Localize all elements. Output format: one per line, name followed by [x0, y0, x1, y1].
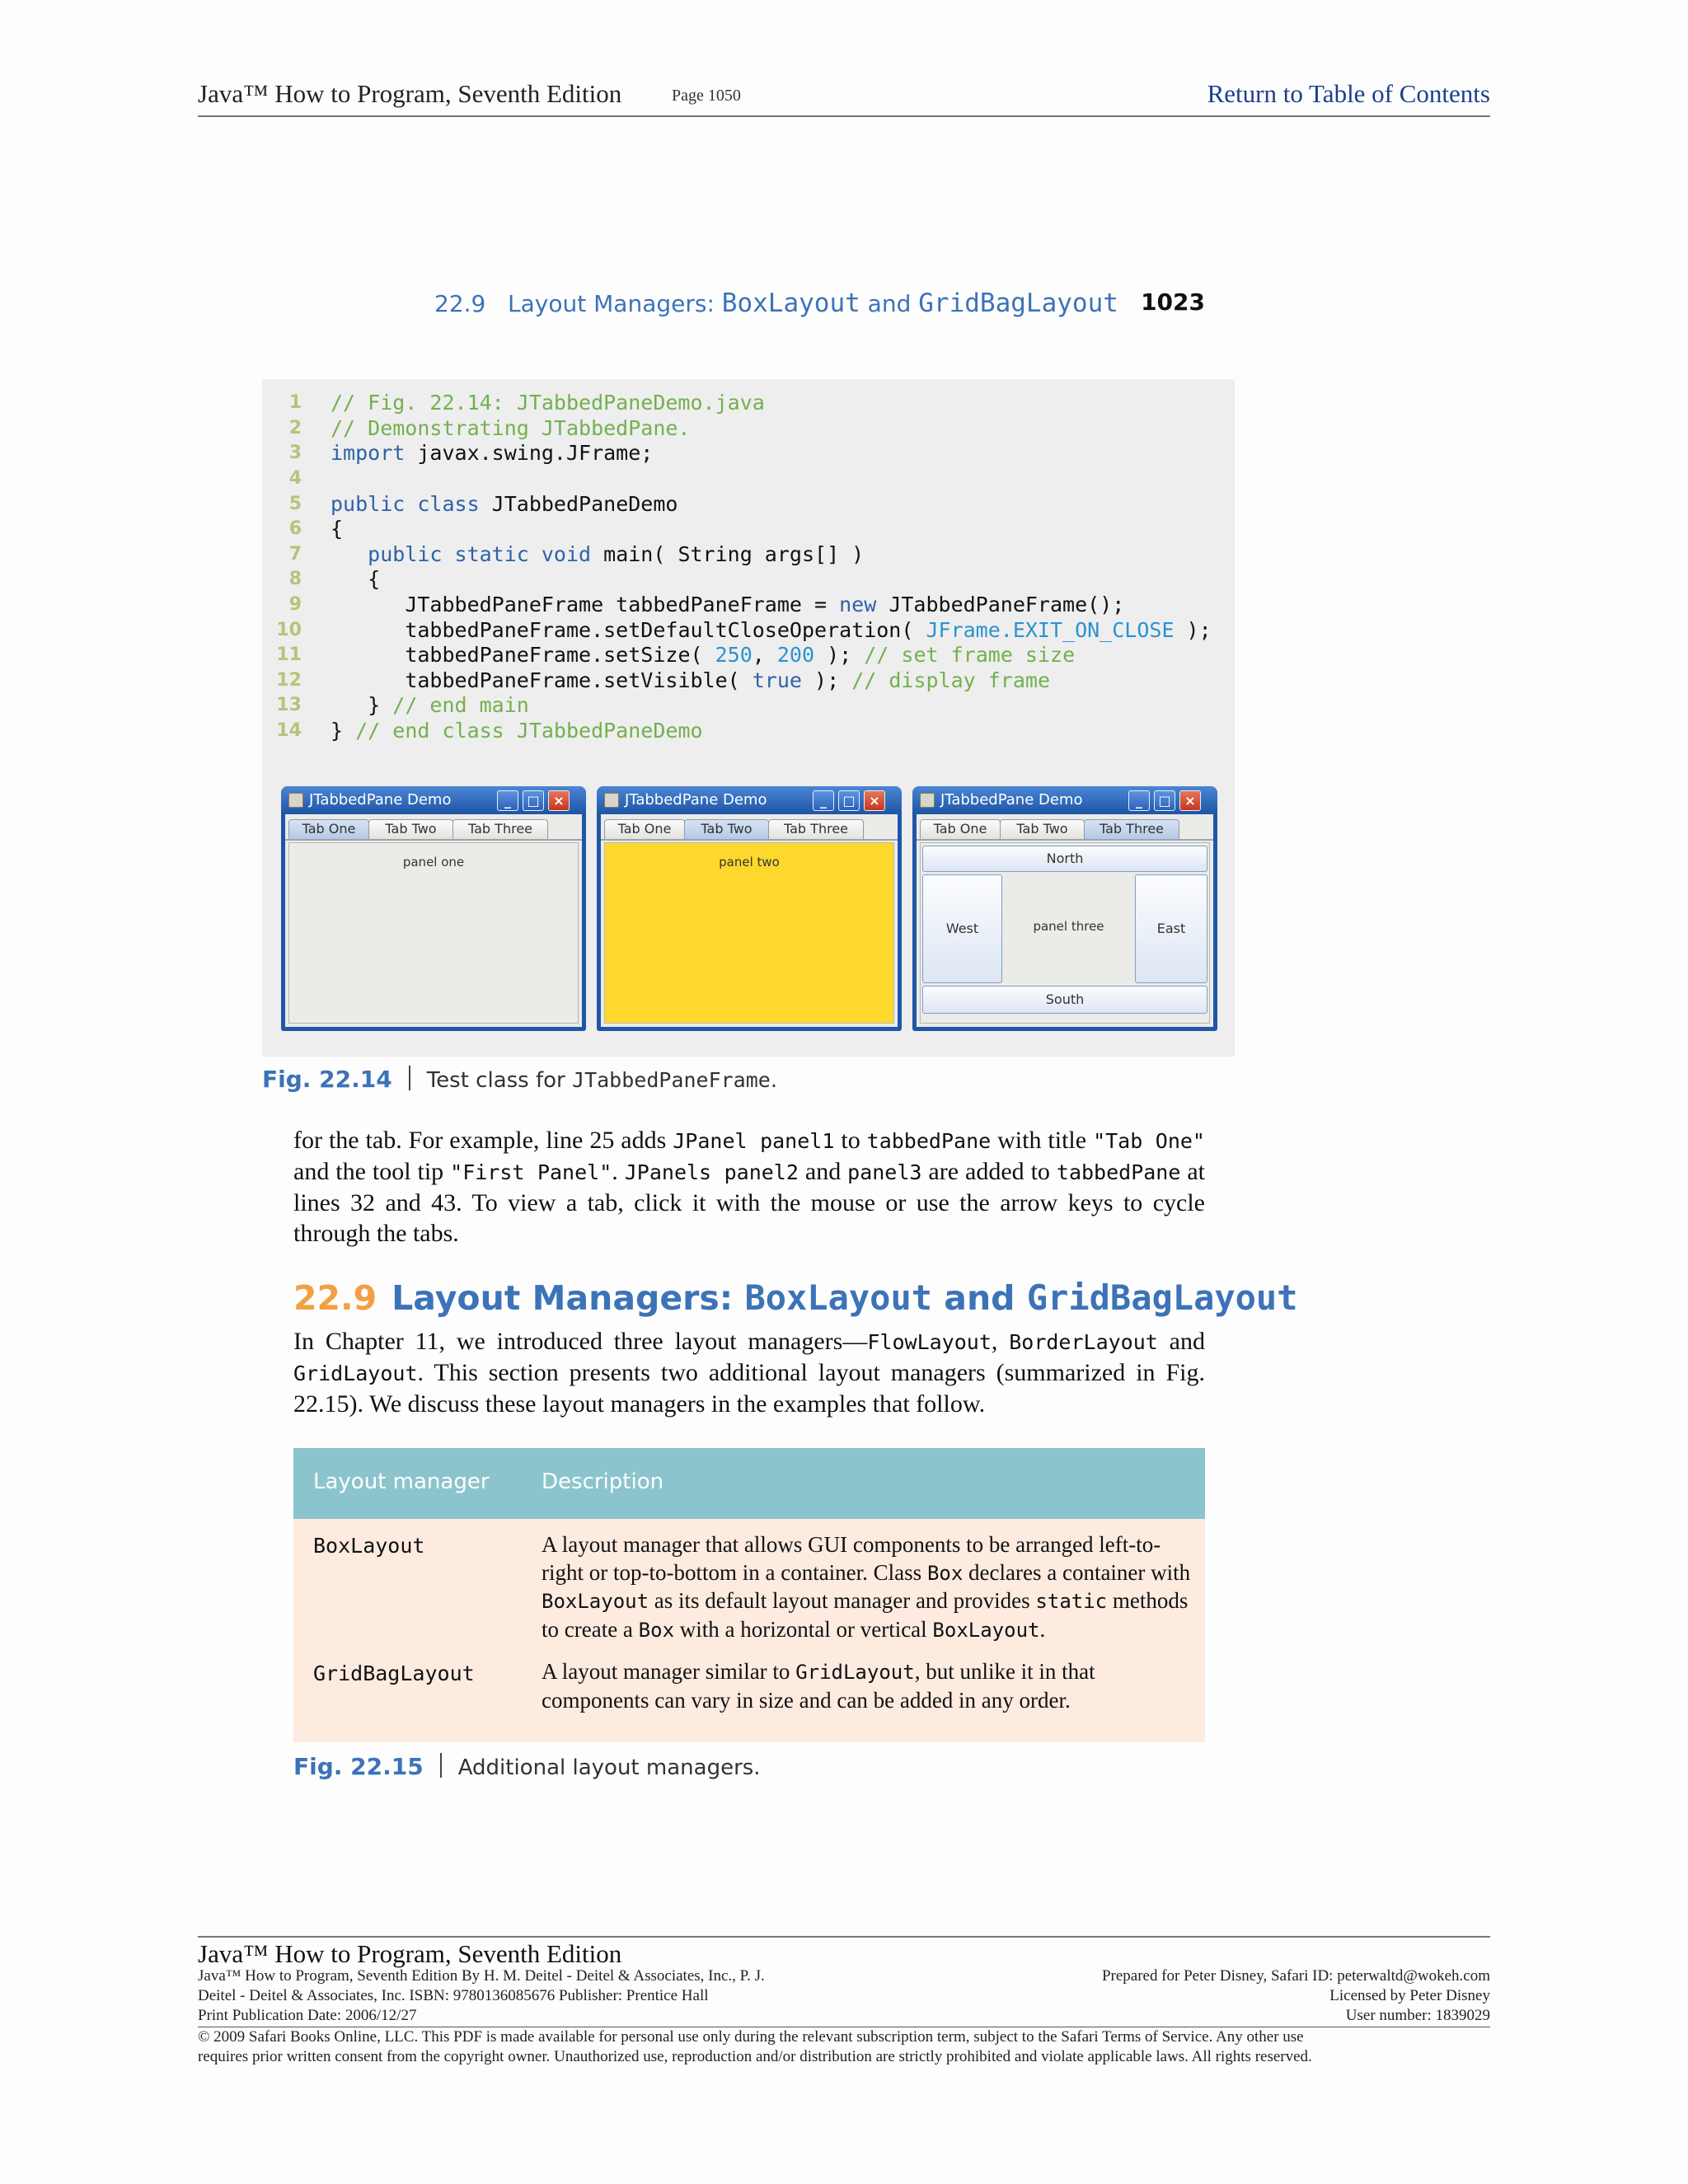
table-cell-name: BoxLayout [313, 1534, 425, 1558]
code-line: 13 } // end main [276, 693, 529, 717]
section-heading: 22.9 Layout Managers: BoxLayout and GridBagLayout [293, 1277, 1298, 1318]
window-titlebar [597, 786, 902, 814]
footer-title: Java™ How to Program, Seventh Edition [198, 1939, 622, 1968]
demo-window-panel-two [597, 786, 902, 1031]
table-cell-description: A layout manager that allows GUI components to be arranged left-to-right or top-to-bottom in a container. Class Box declares a container with BoxLayout as its default layout manager and provides static methods to create a Box with a horizontal or vertical BoxLayout. [542, 1532, 1191, 1642]
footer-text: Licensed by Peter Disney [1329, 1987, 1490, 2004]
west-button[interactable]: West [922, 874, 1002, 983]
figure-caption: Fig. 22.14 Test class for JTabbedPaneFrame. [262, 1066, 778, 1093]
window-titlebar [281, 786, 586, 814]
code-line: 11 tabbedPaneFrame.setSize( 250, 200 ); // set frame size [276, 643, 1076, 667]
java-app-icon [288, 793, 303, 808]
tab-strip [601, 814, 898, 841]
body-paragraph: for the tab. For example, line 25 adds JPanel panel1 to tabbedPane with title "Tab One" and the tool tip "First Panel". JPanels panel2 and panel3 are added to tabbedPane at lines 32 and 43. To view a tab, click it with the mouse or use the arrow keys to cycle through the tabs. [293, 1127, 1206, 1247]
code-line: 12 tabbedPaneFrame.setVisible( true ); // display frame [276, 668, 1051, 692]
tab-one[interactable]: Tab One [288, 819, 369, 839]
table-cell-name: GridBagLayout [313, 1661, 475, 1685]
code-line: 1 // Fig. 22.14: JTabbedPaneDemo.java [288, 391, 765, 415]
footer-text: Print Publication Date: 2006/12/27 [198, 2007, 417, 2024]
figure-number: Fig. 22.15 [293, 1753, 424, 1780]
tab-two[interactable]: Tab Two [368, 819, 453, 839]
column-header: Description [542, 1469, 664, 1494]
book-page-header [434, 288, 1205, 321]
minimize-button[interactable]: _ [497, 790, 518, 811]
book-page-number: 1023 [1141, 288, 1205, 316]
code-line: 14 } // end class JTabbedPaneDemo [276, 719, 703, 743]
demo-window-panel-one [281, 786, 586, 1031]
section-number: 22.9 [293, 1278, 377, 1318]
south-button[interactable]: South [922, 986, 1207, 1014]
close-button[interactable]: × [548, 790, 570, 811]
copyright-text: © 2009 Safari Books Online, LLC. This PDF is made available for personal use only during the relevant subscription term, subject to the Safari Terms of Service. Any other use [198, 2028, 1304, 2046]
tab-two[interactable]: Tab Two [684, 819, 769, 839]
page-footer [198, 1936, 1490, 2084]
running-header [198, 79, 1490, 117]
table-header [293, 1448, 1205, 1519]
window-title: JTabbedPane Demo [940, 791, 1083, 808]
section-running-title: 22.9 Layout Managers: BoxLayout and GridBagLayout [434, 288, 1118, 318]
window-content [917, 814, 1213, 1027]
footer-text: Prepared for Peter Disney, Safari ID: peterwaltd@wokeh.com [1101, 1967, 1490, 1985]
tab-three[interactable]: Tab Three [768, 819, 864, 839]
java-app-icon [920, 793, 935, 808]
code-line: 7 public static void main( String args[] ) [288, 542, 865, 566]
window-content [601, 814, 898, 1027]
code-line: 9 JTabbedPaneFrame tabbedPaneFrame = new JTabbedPaneFrame(); [288, 593, 1125, 616]
maximize-button[interactable]: □ [1154, 790, 1175, 811]
code-line: 2 // Demonstrating JTabbedPane. [288, 416, 691, 440]
tab-panel [604, 842, 894, 1024]
close-button[interactable]: × [1179, 790, 1201, 811]
tab-panel [288, 842, 579, 1024]
tab-three[interactable]: Tab Three [1084, 819, 1179, 839]
code-line: 6 { [288, 517, 344, 541]
close-button[interactable]: × [864, 790, 885, 811]
page-label: Page 1050 [672, 87, 741, 105]
code-line: 5 public class JTabbedPaneDemo [288, 492, 678, 516]
table-cell-description: A layout manager similar to GridLayout, but unlike it in that components can vary in size and can be added in any order. [542, 1659, 1095, 1713]
footer-text: Java™ How to Program, Seventh Edition By H. M. Deitel - Deitel & Associates, Inc., P. J. [198, 1967, 765, 1985]
window-title: JTabbedPane Demo [309, 791, 452, 808]
toc-link[interactable]: Return to Table of Contents [1207, 79, 1490, 108]
window-titlebar [912, 786, 1217, 814]
minimize-button[interactable]: _ [813, 790, 834, 811]
footer-text: Deitel - Deitel & Associates, Inc. ISBN: 9780136085676 Publisher: Prentice Hall [198, 1987, 709, 2004]
copyright-text: requires prior written consent from the copyright owner. Unauthorized use, reproduction and/or distribution are strictly prohibited and violate applicable laws. All rights reserved. [198, 2048, 1312, 2065]
window-title: JTabbedPane Demo [625, 791, 767, 808]
maximize-button[interactable]: □ [523, 790, 544, 811]
maximize-button[interactable]: □ [838, 790, 860, 811]
window-content [285, 814, 582, 1027]
figure-number: Fig. 22.14 [262, 1066, 392, 1093]
java-app-icon [604, 793, 619, 808]
tab-three[interactable]: Tab Three [452, 819, 548, 839]
tab-one[interactable]: Tab One [604, 819, 685, 839]
panel-label: panel two [719, 855, 780, 869]
tab-one[interactable]: Tab One [920, 819, 1001, 839]
tab-strip [917, 814, 1213, 841]
code-line: 8 { [288, 567, 381, 591]
code-line: 3 import javax.swing.JFrame; [288, 441, 654, 465]
code-line: 4 [288, 468, 302, 489]
column-header: Layout manager [313, 1469, 490, 1494]
east-button[interactable]: East [1135, 874, 1207, 983]
tab-strip [285, 814, 582, 841]
demo-window-panel-three [912, 786, 1217, 1031]
north-button[interactable]: North [922, 846, 1207, 872]
tab-panel [920, 842, 1210, 1024]
book-title: Java™ How to Program, Seventh Edition [198, 79, 622, 108]
footer-text: User number: 1839029 [1345, 2007, 1490, 2024]
code-line: 10 tabbedPaneFrame.setDefaultCloseOperation( JFrame.EXIT_ON_CLOSE ); [276, 618, 1212, 642]
panel-label: panel three [1033, 919, 1104, 934]
layout-managers-table [293, 1448, 1205, 1742]
body-paragraph: In Chapter 11, we introduced three layout managers—FlowLayout, BorderLayout and GridLayout. This section presents two additional layout managers (summarized in Fig. 22.15). We discuss these layout managers in the examples that follow. [293, 1328, 1205, 1418]
figure-caption: Fig. 22.15 Additional layout managers. [293, 1753, 761, 1780]
tab-two[interactable]: Tab Two [1000, 819, 1085, 839]
panel-label: panel one [402, 855, 465, 869]
minimize-button[interactable]: _ [1128, 790, 1150, 811]
